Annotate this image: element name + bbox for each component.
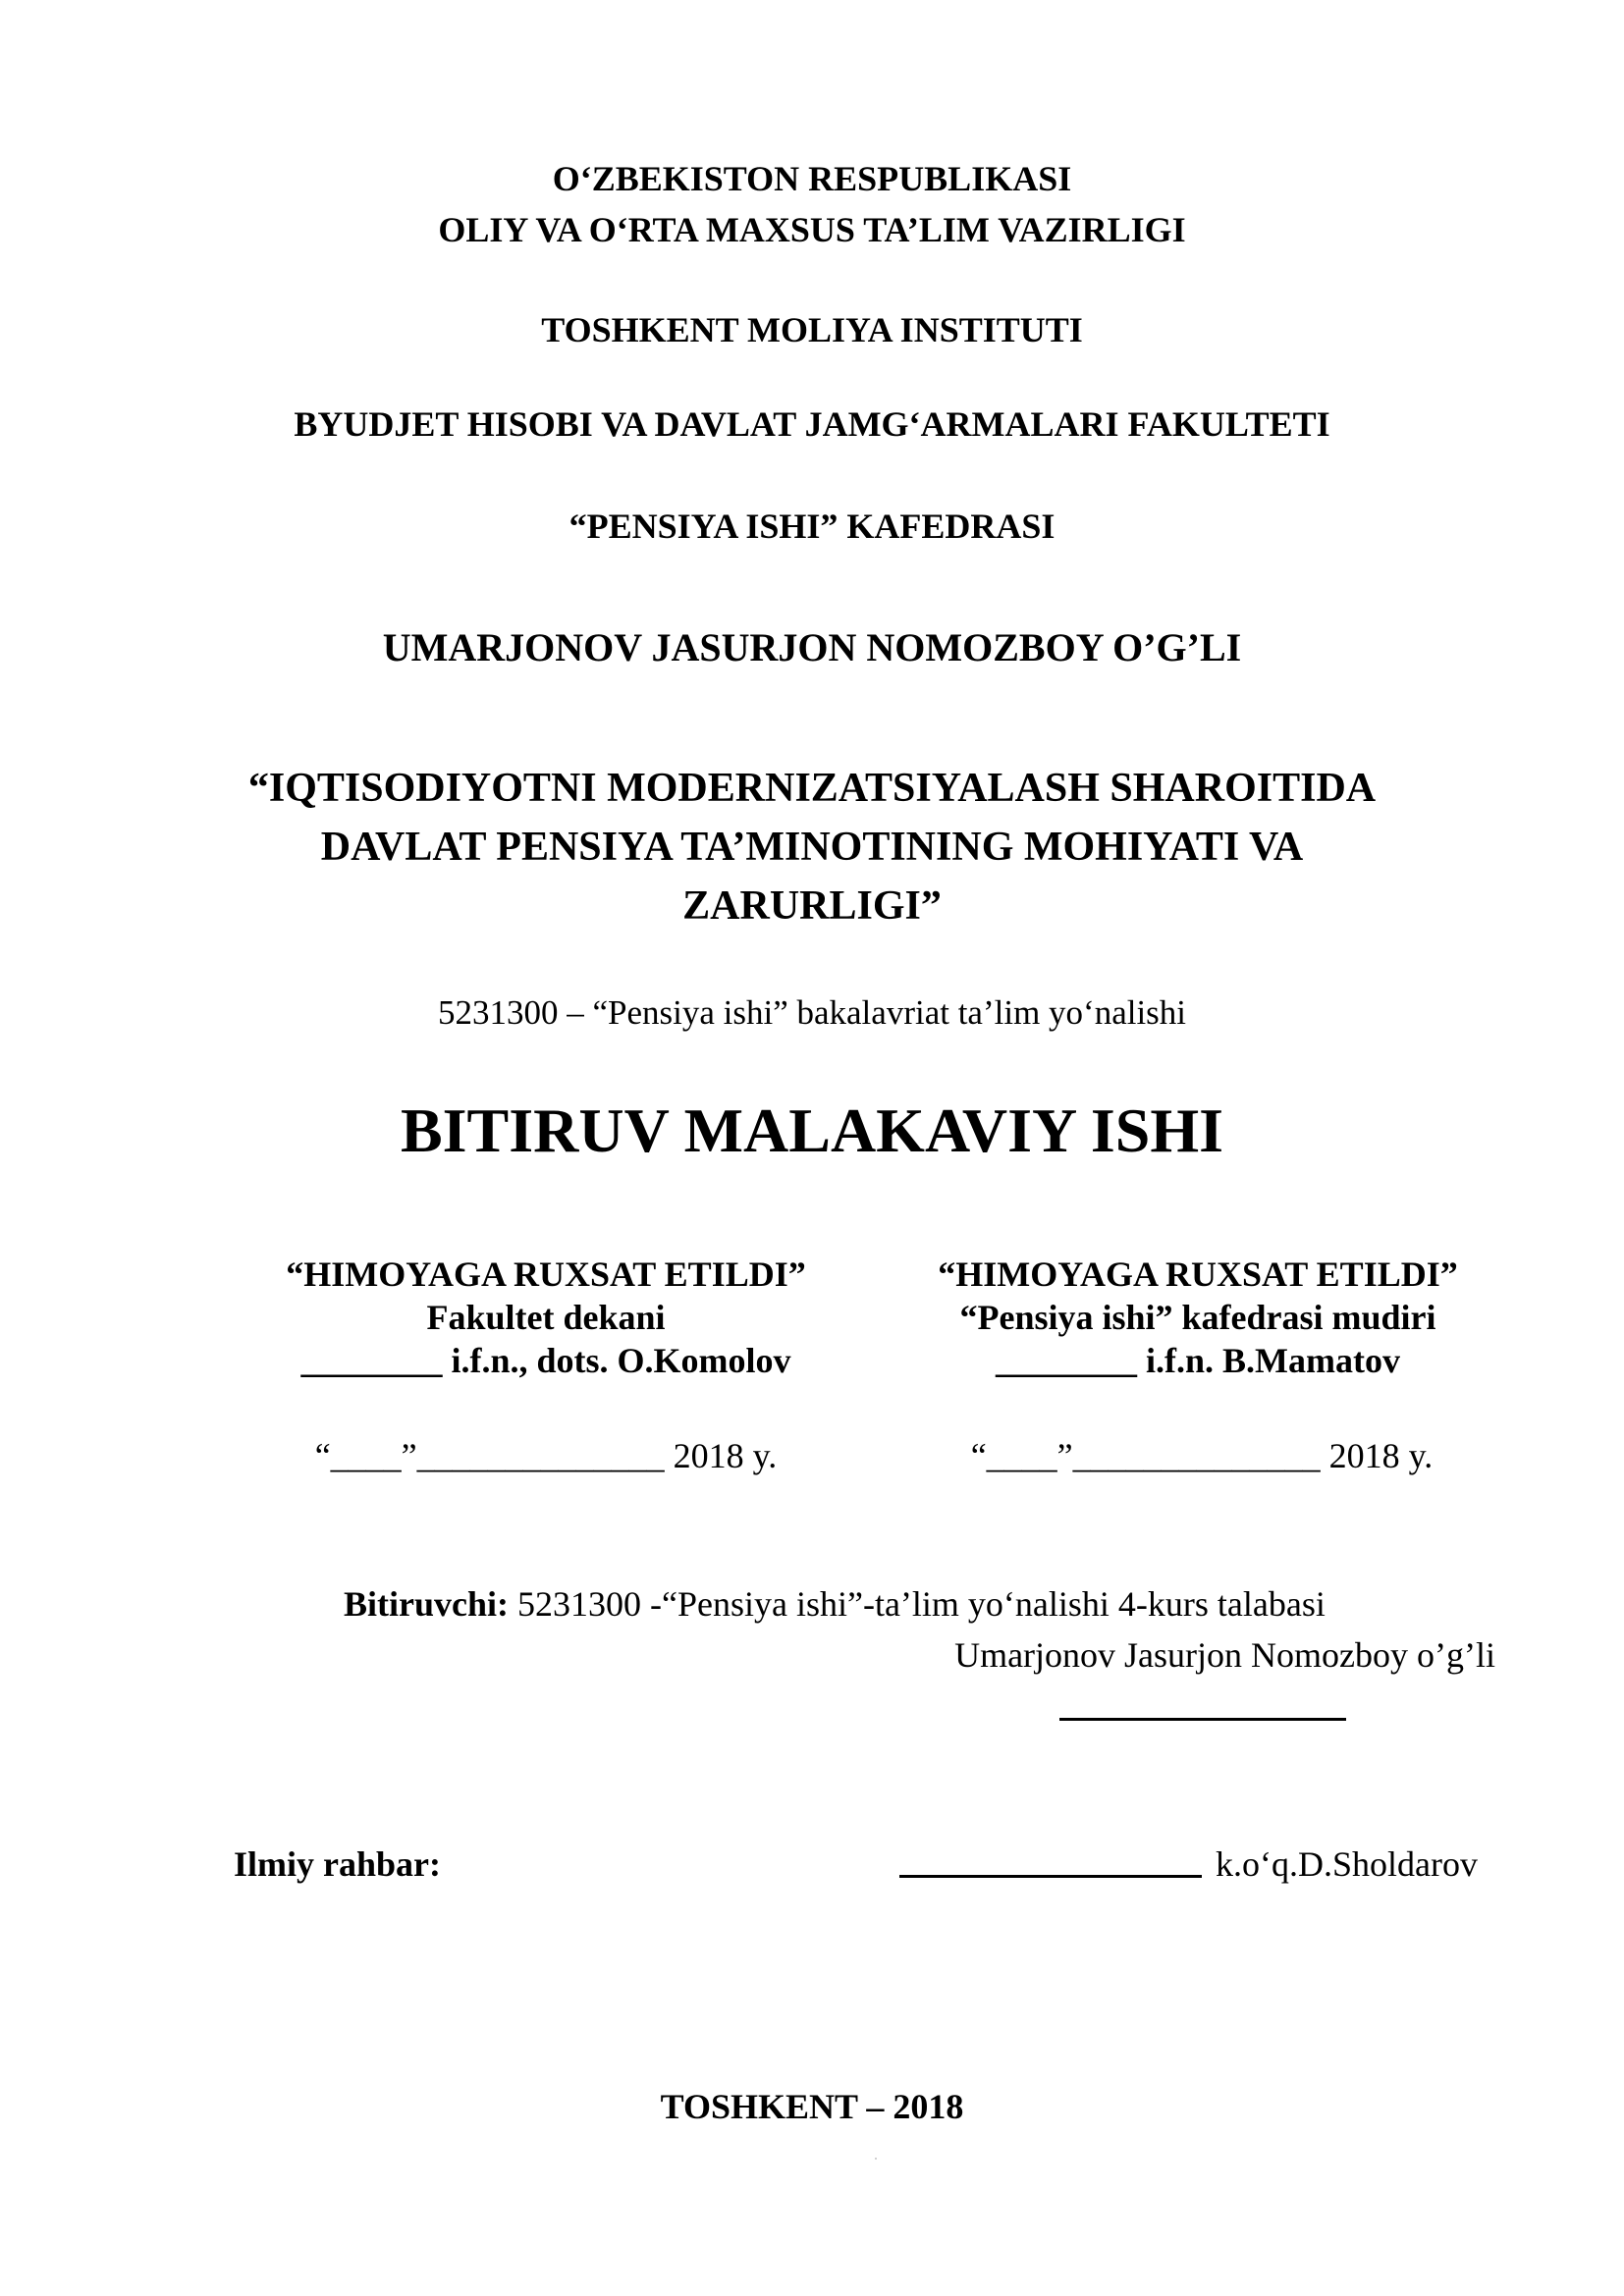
approval-left-heading: “HIMOYAGA RUXSAT ETILDI” — [286, 1255, 806, 1294]
supervisor-name: k.o‘q.D.Sholdarov — [1216, 1844, 1478, 1884]
specialty-line: 5231300 – “Pensiya ishi” bakalavriat ta’lim yo‘nalishi — [437, 993, 1187, 1032]
institute-heading: TOSHKENT MOLIYA INSTITUTI — [541, 310, 1083, 349]
graduate-name: Umarjonov Jasurjon Nomozboy o’g’li — [954, 1635, 1495, 1675]
approval-right-signature: ________ i.f.n. B.Mamatov — [996, 1341, 1400, 1380]
approval-right-heading: “HIMOYAGA RUXSAT ETILDI” — [938, 1255, 1458, 1294]
graduate-description: 5231300 -“Pensiya ishi”-ta’lim yo‘nalishi 4-kurs talabasi — [509, 1584, 1326, 1624]
topic-line-1: “IQTISODIYOTNI MODERNIZATSIYALASH SHAROITIDA — [247, 766, 1377, 811]
graduate-label: Bitiruvchi: — [344, 1584, 509, 1624]
graduate-line — [344, 1586, 1326, 1622]
ministry-heading: OLIY VA O‘RTA MAXSUS TA’LIM VAZIRLIGI — [438, 210, 1186, 249]
graduate-signature-line — [1059, 1718, 1346, 1721]
topic-line-2: DAVLAT PENSIYA TA’MINOTINING MOHIYATI VA — [320, 825, 1304, 870]
faculty-heading: BYUDJET HISOBI VA DAVLAT JAMG‘ARMALARI FAKULTETI — [294, 404, 1330, 444]
approval-left-signature: ________ i.f.n., dots. O.Komolov — [300, 1341, 791, 1380]
approval-left-date: “____”______________ 2018 y. — [314, 1436, 778, 1475]
approval-right-date: “____”______________ 2018 y. — [970, 1436, 1434, 1475]
approval-left-position: Fakultet dekani — [426, 1298, 666, 1337]
approval-right-position: “Pensiya ishi” kafedrasi mudiri — [959, 1298, 1436, 1337]
republic-heading: O‘ZBEKISTON RESPUBLIKASI — [552, 159, 1072, 198]
supervisor-label: Ilmiy rahbar: — [234, 1844, 441, 1884]
city-year-footer: TOSHKENT – 2018 — [660, 2087, 964, 2126]
supervisor-signature-line — [899, 1875, 1202, 1878]
department-heading: “PENSIYA ISHI” KAFEDRASI — [568, 507, 1056, 546]
approval-left — [232, 1253, 860, 1382]
approval-right — [884, 1253, 1512, 1382]
topic-line-3: ZARURLIGI” — [682, 883, 942, 929]
page-speck — [875, 2158, 877, 2160]
author-name: UMARJONOV JASURJON NOMOZBOY O’G’LI — [382, 625, 1242, 669]
work-type-title: BITIRUV MALAKAVIY ISHI — [400, 1095, 1224, 1165]
